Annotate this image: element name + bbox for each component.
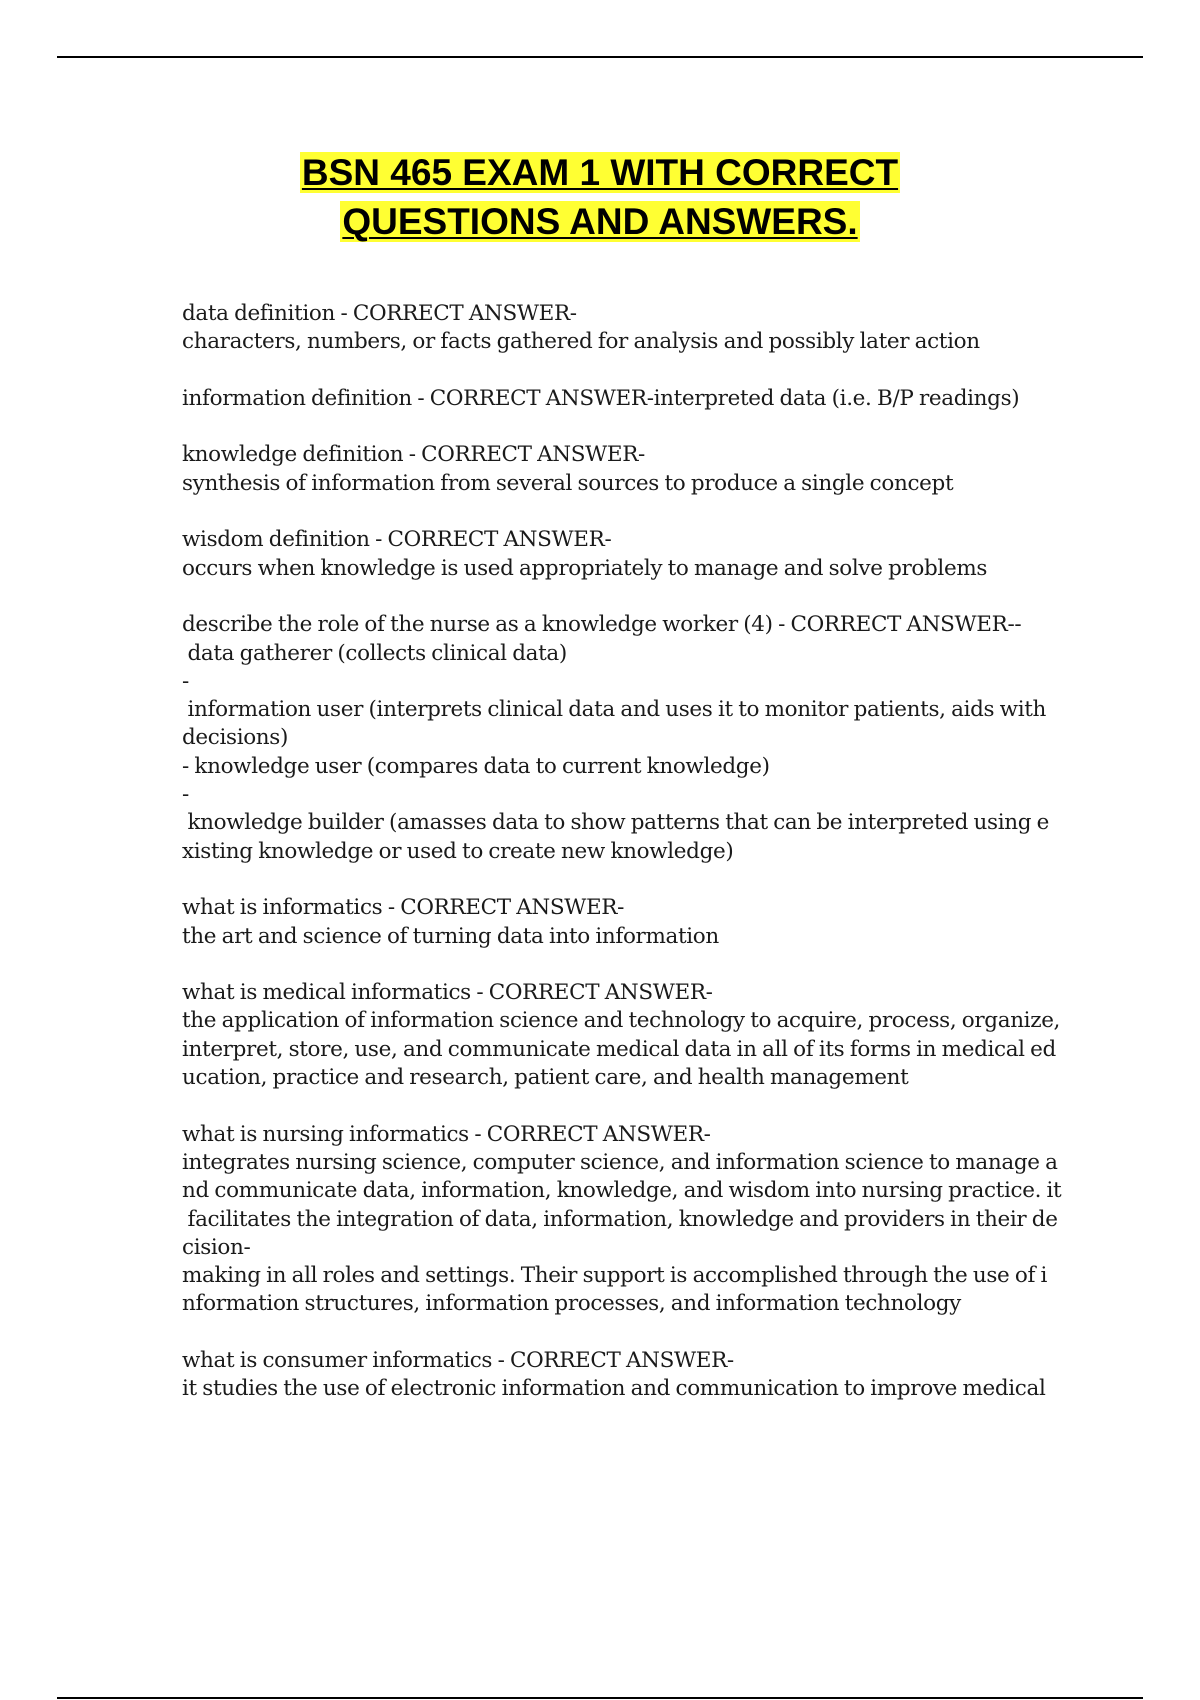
qa-line: describe the role of the nurse as a knowledge worker (4) - CORRECT ANSWER-- <box>182 612 1022 638</box>
qa-line: nformation structures, information processes, and information technology <box>182 1291 961 1317</box>
qa-line: cision- <box>182 1234 251 1260</box>
qa-line: synthesis of information from several sources to produce a single concept <box>182 470 954 496</box>
qa-line: knowledge definition - CORRECT ANSWER- <box>182 442 645 468</box>
qa-line: information definition - CORRECT ANSWER-interpreted data (i.e. B/P readings) <box>182 385 1020 411</box>
qa-entry <box>182 979 1062 1092</box>
qa-line: nd communicate data, information, knowledge, and wisdom into nursing practice. it <box>182 1178 1062 1204</box>
qa-line: xisting knowledge or used to create new knowledge) <box>182 838 734 864</box>
qa-line: integrates nursing science, computer science, and information science to manage a <box>182 1149 1058 1175</box>
qa-line: what is informatics - CORRECT ANSWER- <box>182 895 625 921</box>
qa-entry <box>182 385 1062 413</box>
qa-entry <box>182 441 1062 498</box>
qa-line: what is medical informatics - CORRECT ANSWER- <box>182 980 713 1006</box>
qa-line: what is nursing informatics - CORRECT ANSWER- <box>182 1121 711 1147</box>
title-line-2: QUESTIONS AND ANSWERS. <box>342 201 858 242</box>
qa-line: ucation, practice and research, patient care, and health management <box>182 1065 909 1091</box>
top-rule <box>57 56 1143 58</box>
qa-line: decisions) <box>182 725 289 751</box>
qa-line: occurs when knowledge is used appropriately to manage and solve problems <box>182 555 988 581</box>
qa-line: knowledge builder (amasses data to show patterns that can be interpreted using e <box>182 810 1050 836</box>
qa-entry <box>182 1347 1062 1404</box>
qa-line: data definition - CORRECT ANSWER- <box>182 301 577 326</box>
qa-entry <box>182 300 1062 357</box>
qa-line: - knowledge user (compares data to current knowledge) <box>182 753 770 779</box>
question-answer-list <box>182 300 1062 1432</box>
qa-line: data gatherer (collects clinical data) <box>182 640 567 666</box>
qa-line: what is consumer informatics - CORRECT ANSWER- <box>182 1347 734 1373</box>
qa-line: information user (interprets clinical data and uses it to monitor patients, aids with <box>182 697 1047 723</box>
qa-line: facilitates the integration of data, information, knowledge and providers in their de <box>182 1206 1058 1232</box>
qa-line: wisdom definition - CORRECT ANSWER- <box>182 527 612 553</box>
qa-line: - <box>182 782 189 808</box>
qa-line: making in all roles and settings. Their support is accomplished through the use of i <box>182 1263 1048 1289</box>
qa-entry <box>182 894 1062 951</box>
qa-line: the art and science of turning data into information <box>182 923 719 949</box>
qa-line: the application of information science and technology to acquire, process, organize, <box>182 1008 1061 1034</box>
qa-entry <box>182 611 1062 866</box>
qa-line: interpret, store, use, and communicate medical data in all of its forms in medical ed <box>182 1036 1056 1062</box>
title-line-1: BSN 465 EXAM 1 WITH CORRECT <box>301 152 899 193</box>
qa-entry <box>182 526 1062 583</box>
qa-line: - <box>182 668 189 694</box>
document-title <box>0 148 1200 246</box>
qa-line: it studies the use of electronic information and communication to improve medical <box>182 1376 1046 1402</box>
qa-entry <box>182 1121 1062 1319</box>
bottom-rule <box>57 1697 1143 1699</box>
qa-line: characters, numbers, or facts gathered for analysis and possibly later action <box>182 329 980 355</box>
